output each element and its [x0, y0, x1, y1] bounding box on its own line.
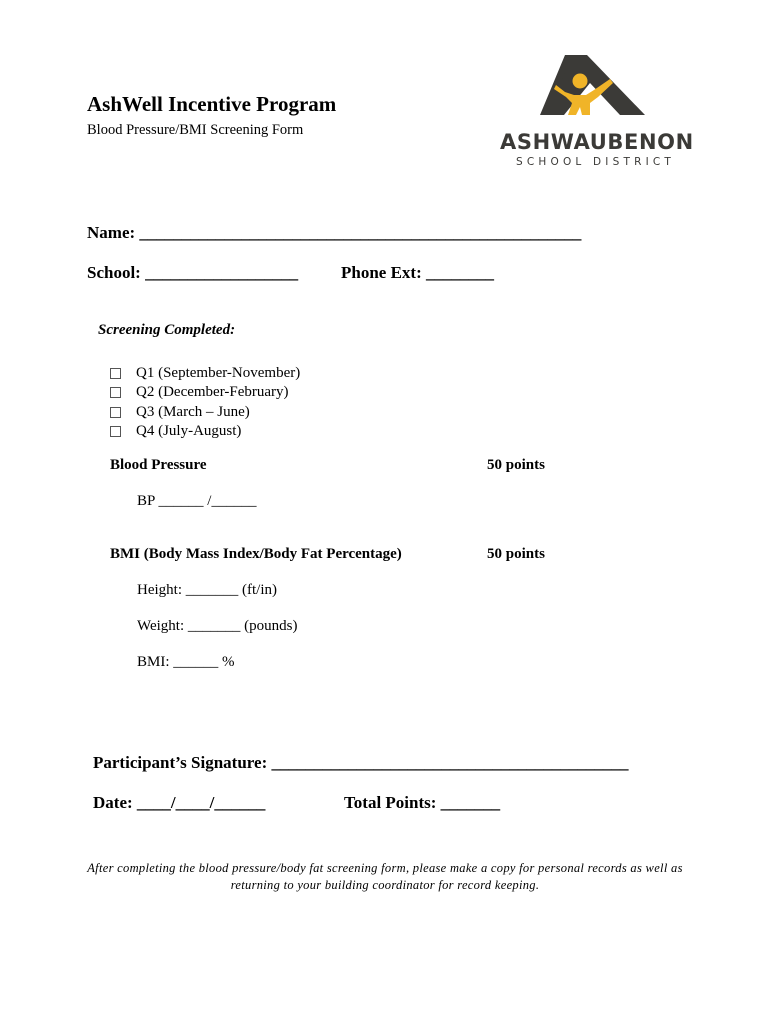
option-label: Q1 (September-November)	[136, 365, 301, 381]
option-label: Q3 (March – June)	[136, 403, 250, 420]
bp-field[interactable]: BP ______ /______	[137, 493, 257, 509]
screening-option-q4[interactable]	[110, 422, 300, 441]
checkbox[interactable]	[110, 407, 121, 418]
logo-tagline: SCHOOL DISTRICT	[516, 156, 676, 168]
checkbox[interactable]	[110, 368, 121, 379]
form-subtitle: Blood Pressure/BMI Screening Form	[87, 122, 304, 138]
phone-ext-field[interactable]: Phone Ext: ________	[341, 263, 494, 282]
screening-option-q1[interactable]	[110, 364, 300, 383]
blood-pressure-label: Blood Pressure	[110, 457, 207, 473]
bmi-label: BMI (Body Mass Index/Body Fat Percentage)	[110, 546, 402, 562]
bmi-points: 50 points	[487, 546, 545, 562]
district-logo	[490, 55, 705, 175]
name-field[interactable]: Name: ____________________________________________________	[87, 223, 582, 242]
screening-option-q2[interactable]	[110, 383, 300, 402]
page-title: AshWell Incentive Program	[87, 92, 337, 116]
footer-line: returning to your building coordinator for record keeping.	[230, 878, 540, 892]
height-field[interactable]: Height: _______ (ft/in)	[137, 582, 277, 598]
bmi-field[interactable]: BMI: ______ %	[137, 654, 235, 670]
screening-options	[110, 364, 300, 441]
date-field[interactable]: Date: ____/____/______	[93, 793, 266, 812]
option-label: Q2 (December-February)	[136, 384, 289, 401]
checkbox[interactable]	[110, 387, 121, 398]
total-points-field[interactable]: Total Points: _______	[344, 793, 501, 812]
weight-field[interactable]: Weight: _______ (pounds)	[137, 618, 298, 634]
screening-option-q3[interactable]	[110, 403, 300, 422]
screening-heading: Screening Completed:	[98, 322, 236, 338]
footer-note	[0, 860, 770, 894]
option-label: Q4 (July-August)	[136, 422, 242, 439]
signature-field[interactable]: Participant’s Signature: __________________________________________	[93, 753, 629, 772]
logo-wordmark: ASHWAUBENON	[500, 130, 694, 154]
checkbox[interactable]	[110, 426, 121, 437]
footer-line: After completing the blood pressure/body fat screening form, please make a copy for personal records as well as	[87, 861, 683, 875]
blood-pressure-points: 50 points	[487, 457, 545, 473]
school-field[interactable]: School: __________________	[87, 263, 299, 282]
